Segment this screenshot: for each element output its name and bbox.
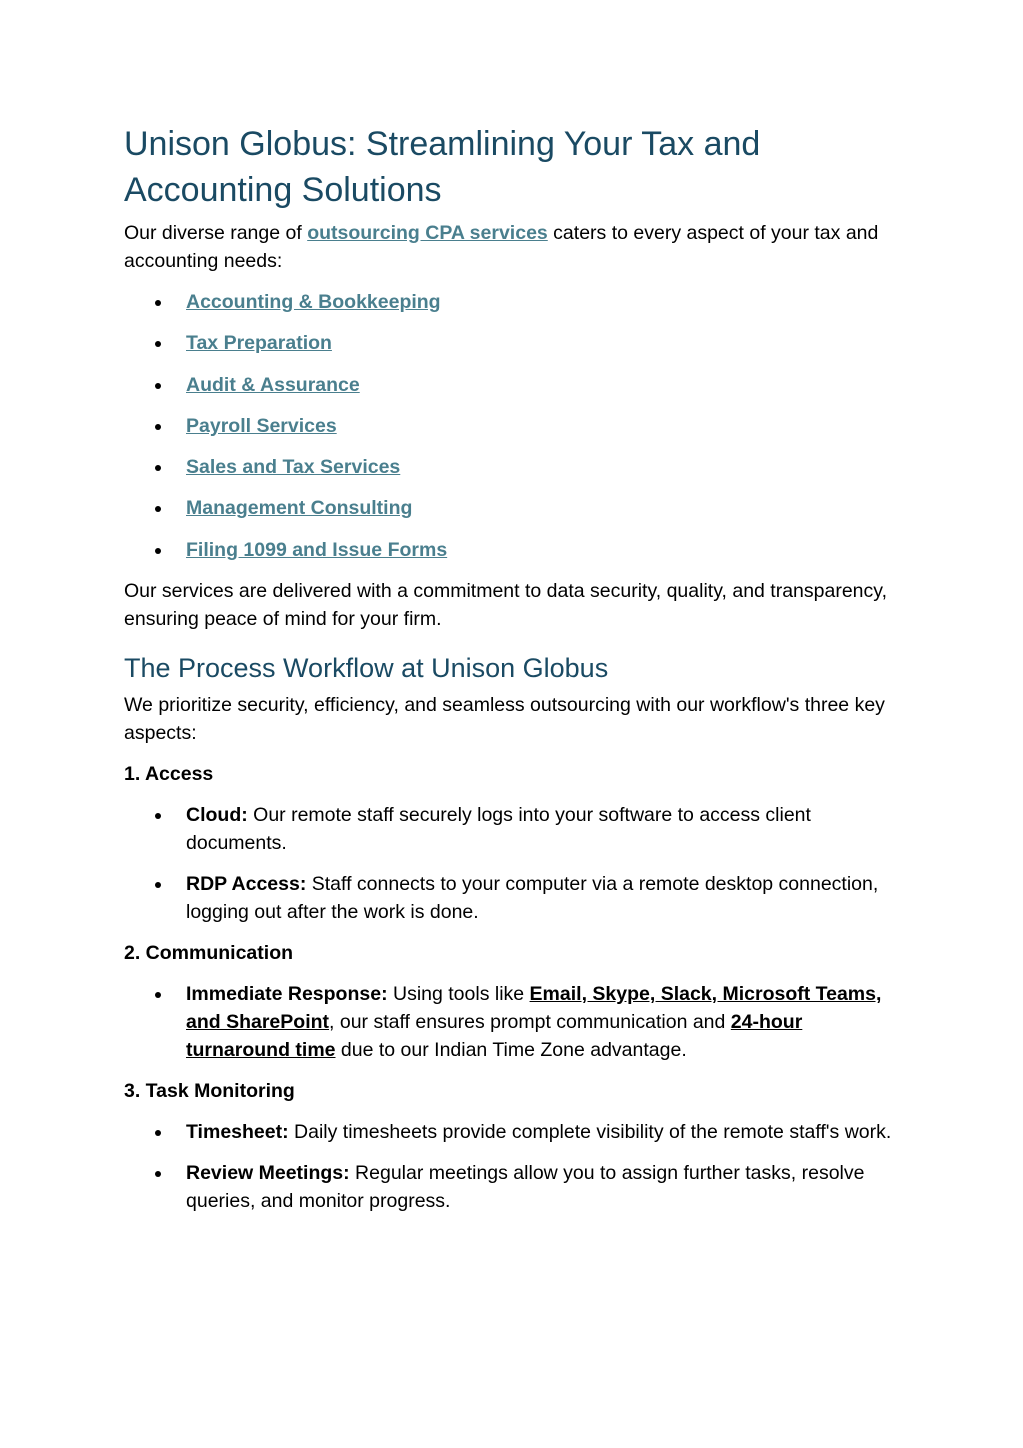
- list-item: [124, 412, 904, 440]
- communication-text-1: Using tools like: [387, 983, 530, 1006]
- bullet-icon: [155, 813, 161, 819]
- workflow-intro: We prioritize security, efficiency, and seamless outsourcing with our workflow's three key aspects:: [124, 694, 885, 745]
- bullet-icon: [155, 383, 161, 389]
- bullet-icon: [155, 300, 161, 306]
- communication-text-3: due to our Indian Time Zone advantage.: [335, 1039, 687, 1062]
- document-page: [124, 121, 904, 1215]
- service-link-tax-preparation[interactable]: Tax Preparation: [186, 332, 332, 355]
- timesheet-label: Timesheet:: [186, 1121, 289, 1144]
- list-item: [124, 980, 904, 1064]
- bullet-icon: [155, 882, 161, 888]
- communication-tools-link[interactable]: Email, Skype, Slack, Microsoft Teams, and SharePoint: [186, 983, 882, 1034]
- rdp-text: Staff connects to your computer via a remote desktop connection, logging out after the work is done.: [186, 873, 879, 924]
- service-link-filing-1099[interactable]: Filing 1099 and Issue Forms: [186, 538, 448, 561]
- outsourcing-cpa-services-link[interactable]: outsourcing CPA services: [307, 222, 548, 244]
- services-list: [124, 288, 904, 564]
- list-item: [124, 453, 904, 481]
- list-item: [124, 371, 904, 399]
- list-item: [124, 536, 904, 564]
- monitoring-list: [124, 1118, 904, 1215]
- bullet-icon: [155, 341, 161, 347]
- access-list: [124, 801, 904, 926]
- bullet-icon: [155, 1171, 161, 1177]
- communication-text-2: , our staff ensures prompt communication and: [329, 1011, 731, 1034]
- service-link-management-consulting[interactable]: Management Consulting: [186, 497, 413, 520]
- service-link-sales-tax-services[interactable]: Sales and Tax Services: [186, 456, 401, 479]
- access-heading: 1. Access: [124, 763, 214, 786]
- timesheet-text: Daily timesheets provide complete visibility of the remote staff's work.: [288, 1121, 892, 1144]
- workflow-heading: The Process Workflow at Unison Globus: [124, 653, 609, 684]
- bullet-icon: [155, 548, 161, 554]
- task-monitoring-heading: 3. Task Monitoring: [124, 1080, 295, 1103]
- review-meetings-text: Regular meetings allow you to assign further tasks, resolve queries, and monitor progress.: [186, 1162, 865, 1213]
- list-item: [124, 1159, 904, 1215]
- service-link-audit-assurance[interactable]: Audit & Assurance: [186, 373, 360, 396]
- list-item: [124, 329, 904, 357]
- cloud-label: Cloud:: [186, 804, 248, 827]
- communication-list: [124, 980, 904, 1064]
- intro-paragraph: [124, 219, 904, 275]
- review-meetings-label: Review Meetings:: [186, 1162, 350, 1185]
- rdp-label: RDP Access:: [186, 873, 307, 896]
- bullet-icon: [155, 1130, 161, 1136]
- closing-paragraph: Our services are delivered with a commitment to data security, quality, and transparency, ensuring peace of mind for your firm.: [124, 580, 887, 631]
- service-link-payroll-services[interactable]: Payroll Services: [186, 414, 337, 437]
- bullet-icon: [155, 465, 161, 471]
- list-item: [124, 1118, 904, 1146]
- list-item: [124, 494, 904, 522]
- communication-heading: 2. Communication: [124, 942, 294, 965]
- service-link-accounting-bookkeeping[interactable]: Accounting & Bookkeeping: [186, 291, 441, 313]
- intro-text-before: Our diverse range of: [124, 222, 308, 244]
- page-title: Unison Globus: Streamlining Your Tax and Accounting Solutions: [124, 125, 761, 209]
- bullet-icon: [155, 992, 161, 998]
- immediate-response-label: Immediate Response:: [186, 983, 388, 1006]
- list-item: [124, 288, 904, 316]
- list-item: [124, 870, 904, 926]
- cloud-text: Our remote staff securely logs into your software to access client documents.: [186, 804, 811, 855]
- list-item: [124, 801, 904, 857]
- bullet-icon: [155, 424, 161, 430]
- intro-text-after: caters to every aspect of your tax and accounting needs:: [124, 222, 879, 272]
- bullet-icon: [155, 506, 161, 512]
- turnaround-time-link[interactable]: 24-hour turnaround time: [186, 1011, 803, 1062]
